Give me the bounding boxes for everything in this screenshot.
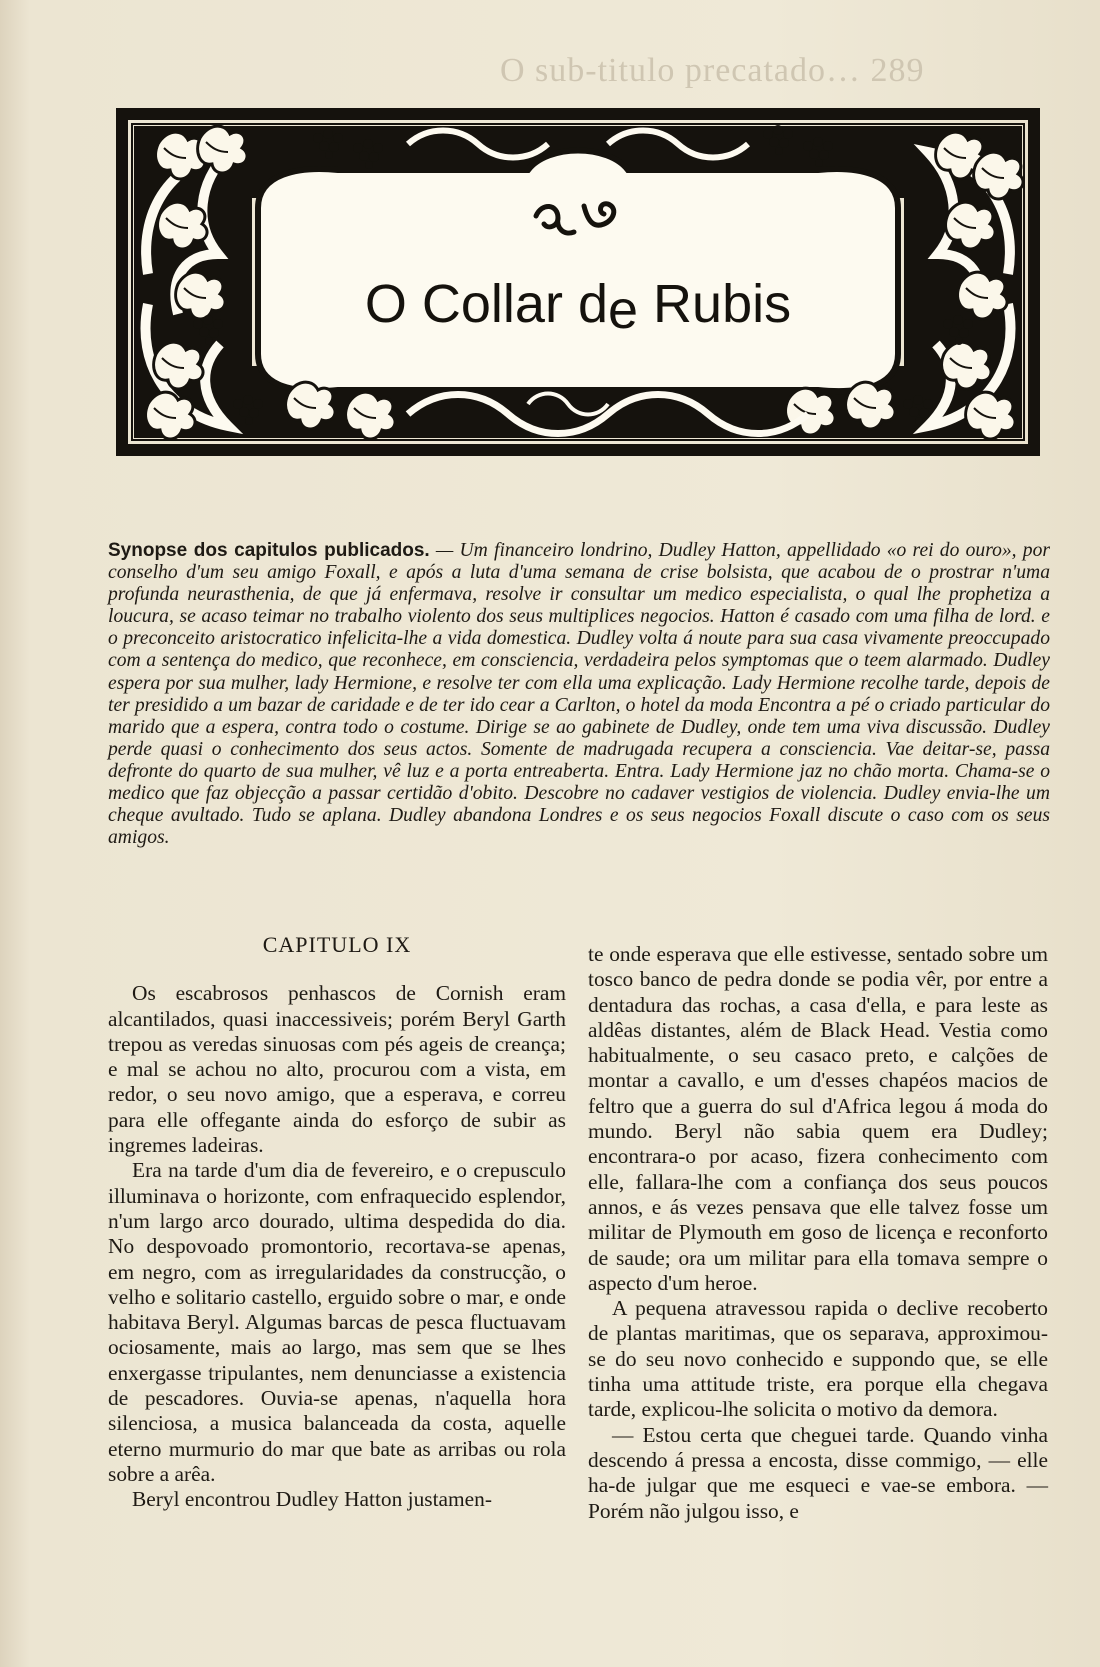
right-paragraph-2: A pequena atravessou rapida o declive recoberto de plantas maritimas, que os separava, approximou-se do seu novo conhecido e suppondo que, se elle tinha uma attitude triste, era porque ella chegava tarde, explicou-lhe solicita o motivo da demora.	[588, 1296, 1048, 1422]
synopsis-text: — Um financeiro londrino, Dudley Hatton, appellidado «o rei do ouro», por conselho d'um seu amigo Foxall, e após a luta d'uma semana de crise bolsista, que acabou de o prostrar n'uma profunda neurasthenia, de que já enfermava, resolve ir consultar um medico especialista, o qual lhe prophetiza a loucura, se acaso teimar no trabalho violento dos seus multiplices negocios. Hatton é casado com uma filha de lord. e o preconceito aristocratico infelicita-lhe a vida domestica. Dudley volta á noute para sua casa vivamente preoccupado com a sentença do medico, que reconhece, em consciencia, verdadeira pelos symptomas que o teem alarmado. Dudley espera por sua mulher, lady Hermione, e resolve ter com ella uma explicação. Lady Hermione recolhe tarde, depois de ter presidido a um bazar de caridade e de ter ido cear a Carlton, o hotel da moda Encontra a pé o criado particular do marido que a espera, contra todo o costume. Dirige se ao gabinete de Dudley, onde tem uma viva discussão. Dudley perde quasi o conhecimento dos seus actos. Somente de madrugada recupera a consciencia. Vae deitar-se, passa defronte do quarto de sua mulher, vê luz e a porta entreaberta. Entra. Lady Hermione jaz no chão morta. Chama-se o medico que faz objecção a passar certidão d'obito. Descobre no cadaver vestigios de violencia. Dudley envia-lhe um cheque avultado. Tudo se aplana. Dudley abandona Londres e os seus negocios Foxall discute o caso com os seus amigos.	[108, 540, 1051, 849]
bleed-through-running-head: O sub-titulo precatado… 289	[500, 52, 925, 89]
synopsis-heading: Synopse dos capitulos publicados.	[108, 540, 430, 561]
left-paragraph-1: Os escabrosos penhascos de Cornish eram alcantilados, quasi inaccessiveis; porém Beryl Garth trepou as veredas sinuosas com pés ageis de creança; e mal se achou no alto, procurou com a vista, em redor, o seu novo amigo, que a esperava, e correu para elle offegante ainda do esforço de subir as ingremes ladeiras.	[108, 981, 566, 1158]
story-title	[365, 274, 791, 340]
title-part-2: Rubis	[638, 274, 792, 334]
synopsis-block	[108, 540, 1050, 849]
title-part-1: O Collar d	[364, 274, 608, 334]
right-paragraph-1: te onde esperava que elle estivesse, sentado sobre um tosco banco de pedra donde se podia vêr, por entre a dentadura das rochas, a casa d'ella, e para leste as aldêas distantes, além de Black Head. Vestia como habitualmente, o seu casaco preto, e calções de montar a cavallo, e um d'esses chapéos macios de feltro que a guerra do sul d'Africa legou á moda do mundo. Beryl não sabia quem era Dudley; encontrara-o por acaso, fizera conhecimento com elle, fallara-lhe com a confiança dos seus poucos annos, e ás vezes pensava que elle talvez fosse um militar de Plymouth em goso de licença e reconforto de saude; ora um militar para ella tomava sempre o aspecto d'um heroe.	[588, 942, 1048, 1295]
ornamental-frame-icon	[108, 104, 1048, 484]
left-paragraph-3: Beryl encontrou Dudley Hatton justamen-	[132, 1487, 492, 1512]
right-column	[588, 942, 1048, 1524]
left-paragraph-2: Era na tarde d'um dia de fevereiro, e o crepusculo illuminava o horizonte, com enfraquecido esplendor, n'um largo arco dourado, ultima despedida do dia. No despovoado promontorio, recortava-se apenas, em negro, com as irregularidades da construcção, o velho e solitario castello, erguido sobre o mar, e onde habitava Beryl. Algumas barcas de pesca fluctuavam ociosamente, mais ao largo, mas sem que se lhes enxergasse tripulantes, nem denunciasse a existencia de pescadores. Ouvia-se apenas, n'aquella hora silenciosa, a musica balanceada da costa, aquelle eterno murmurio do mar que bate as arribas ou rola sobre a arêa.	[108, 1158, 566, 1486]
title-part-e: e	[607, 280, 639, 340]
left-column	[108, 932, 566, 1513]
right-paragraph-3: — Estou certa que cheguei tarde. Quando vinha descendo á pressa a encosta, disse commigo, — elle ha-de julgar que me esqueci e vae-se embora. — Porém não julgou isso, e	[588, 1422, 1048, 1523]
chapter-heading: CAPITULO IX	[262, 932, 412, 957]
title-banner	[108, 104, 1048, 484]
